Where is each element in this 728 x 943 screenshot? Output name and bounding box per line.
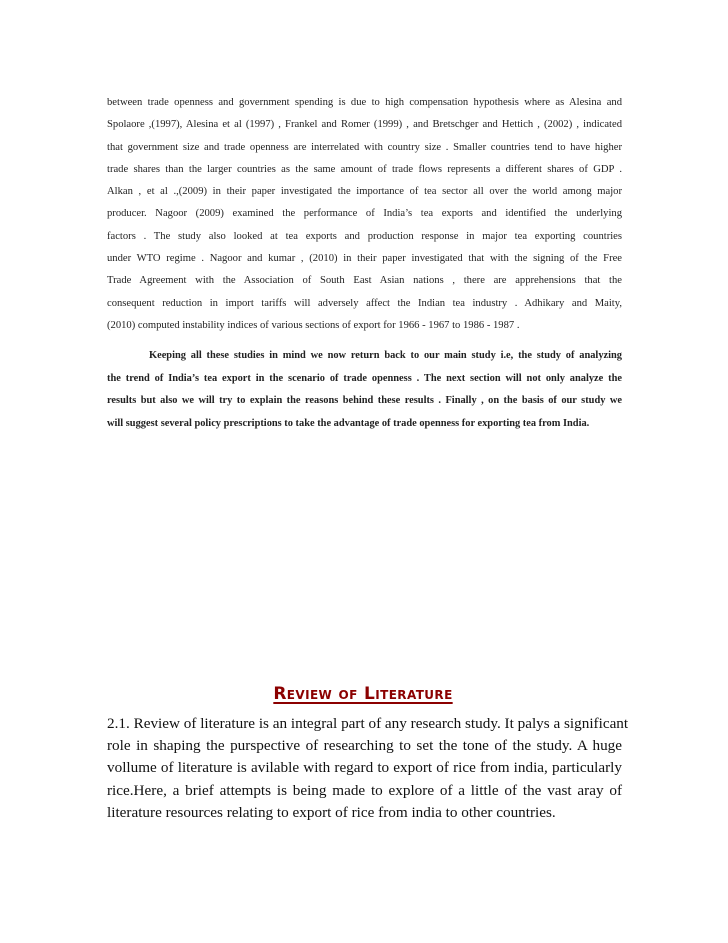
paragraph-review-intro: [107, 713, 629, 824]
text-line: Spolaore ,(1997), Alesina et al (1997) , Frankel and Romer (1999) , and Bretschger and Hettich , (2002) , indicated: [107, 119, 622, 131]
text-line: the trend of India’s tea export in the scenario of trade openness . The next section will not only analyze the: [107, 372, 622, 384]
text-line: vollume of literature is avilable with regard to export of rice from india, particularly: [107, 759, 622, 777]
text-line: will suggest several policy prescriptions to take the advantage of trade openness for exporting tea from India.: [107, 417, 590, 429]
text-line: under WTO regime . Nagoor and kumar , (2010) in their paper investigated that with the signing of the Free: [107, 253, 622, 265]
text-line: results but also we will try to explain the reasons behind these results . Finally , on the basis of our study we: [107, 395, 622, 406]
text-line: Keeping all these studies in mind we now return back to our main study i.e, the study of analyzing: [149, 350, 622, 361]
text-line: factors . The study also looked at tea exports and production response in major tea exporting countries: [107, 230, 622, 242]
text-line: trade shares than the larger countries as the same amount of trade flows represents a different shares of GDP .: [107, 163, 622, 175]
text-line: role in shaping the purspective of researching to set the tone of the study. A huge: [107, 737, 622, 755]
text-line: consequent reduction in import tariffs will adversely affect the Indian tea industry . Adhikary and Maity,: [107, 297, 622, 309]
text-line: literature resources relating to export of rice from india to other countries.: [107, 803, 556, 821]
section-heading-text: Review of Literature: [273, 684, 453, 704]
text-line: between trade openness and government spending is due to high compensation hypothesis where as Alesina and: [107, 97, 622, 108]
text-line: (2010) computed instability indices of various sections of export for 1966 - 1967 to 1986 - 1987 .: [107, 319, 520, 331]
text-line: 2.1. Review of literature is an integral part of any research study. It palys a significant: [107, 715, 629, 732]
text-line: producer. Nagoor (2009) examined the performance of India’s tea exports and identified the underlying: [107, 208, 622, 220]
text-line: rice.Here, a brief attempts is being made to explore of a little of the vast aray of: [107, 781, 622, 799]
text-line: that government size and trade openness are interrelated with country size . Smaller countries tend to have higher: [107, 141, 622, 153]
text-line: Alkan , et al .,(2009) in their paper investigated the importance of tea sector all over the world among major: [107, 186, 622, 198]
paragraph-literature-studies: [107, 92, 622, 337]
paragraph-study-summary: [107, 345, 622, 435]
section-heading: [0, 684, 728, 704]
text-line: Trade Agreement with the Association of South East Asian nations , there are apprehensions that the: [107, 275, 622, 287]
